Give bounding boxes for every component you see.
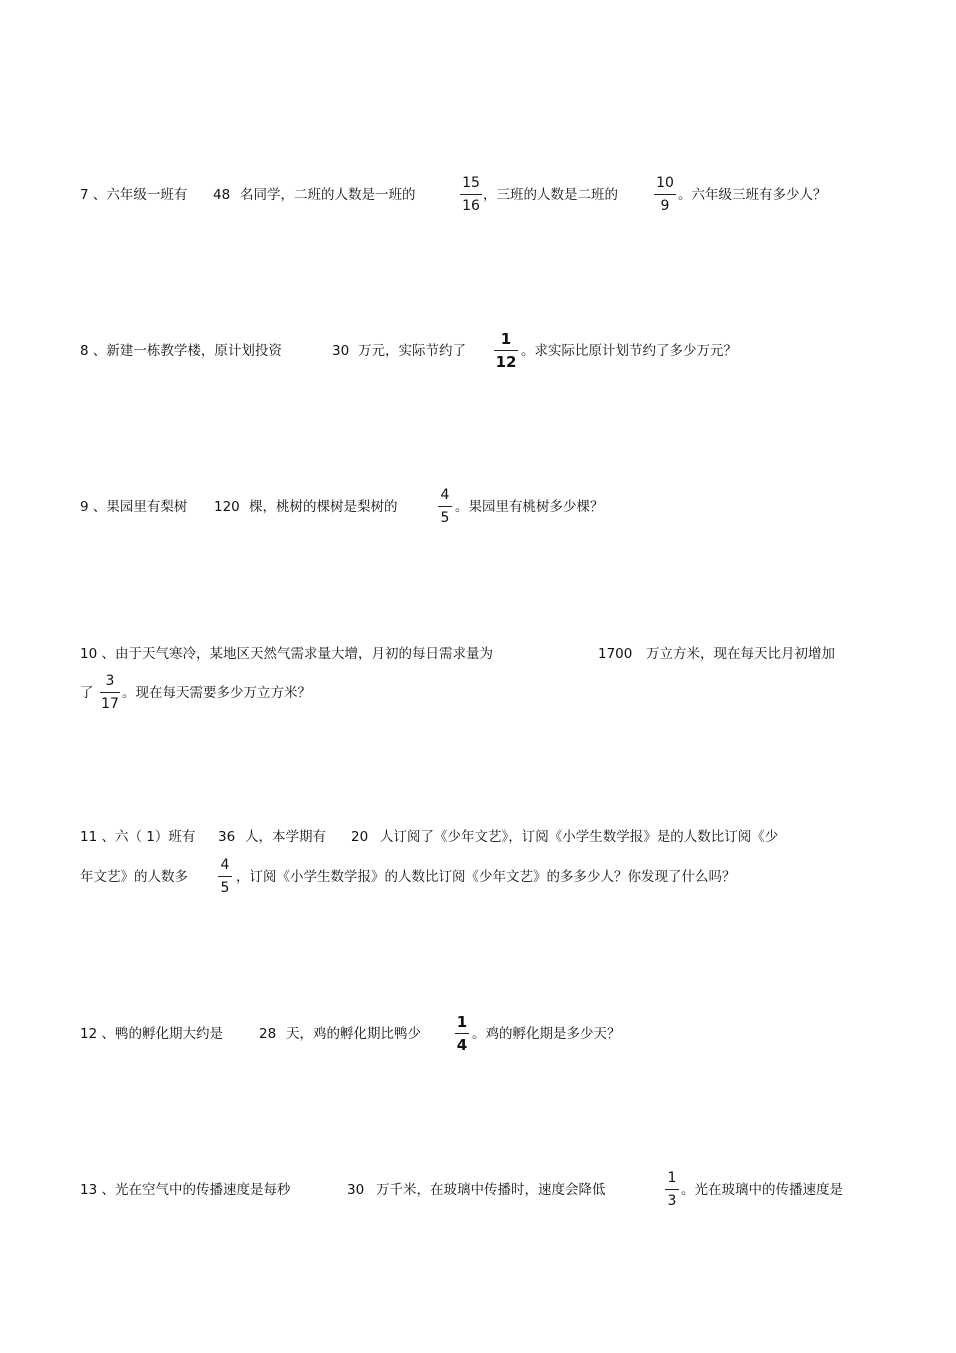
p12-text-d: 。鸡的孵化期是多少天？: [472, 1026, 621, 1042]
p11-text-c: 人，本学期有: [245, 829, 326, 845]
p7-fraction-1-denominator: 16: [462, 198, 480, 214]
p11-text-f: 年文艺》的人数多: [80, 869, 188, 885]
p10-number: 1700: [598, 646, 633, 662]
p13-fraction-denominator: 3: [667, 1193, 677, 1209]
p7-text-a: 7 、六年级一班有: [80, 187, 188, 203]
p13-text-d: 。光在玻璃中的传播速度是: [681, 1182, 843, 1198]
p11-number-1: 36: [218, 829, 236, 845]
p7-fraction-2: [652, 175, 678, 214]
p11-text-g: ，订阅《小学生数学报》的人数比订阅《少年文艺》的多多少人？你发现了什么吗？: [236, 869, 736, 885]
p13-text-a: 13 、光在空气中的传播速度是每秒: [80, 1182, 291, 1198]
p8-fraction-denominator: 12: [495, 353, 517, 371]
p8-fraction-numerator: 1: [500, 330, 512, 348]
p7-number: 48: [213, 187, 231, 203]
p11-number-2: 20: [351, 829, 369, 845]
p9-number: 120: [214, 499, 240, 515]
p12-number: 28: [259, 1026, 277, 1042]
p7-text-c: 名同学，二班的人数是一班的: [240, 187, 416, 203]
p9-text-c: 棵，桃树的棵树是梨树的: [249, 499, 398, 515]
p13-number: 30: [347, 1182, 365, 1198]
p13-fraction: [663, 1170, 681, 1209]
p7-text-e: 。六年级三班有多少人？: [678, 187, 827, 203]
p9-text-d: 。果园里有桃树多少棵？: [455, 499, 604, 515]
p10-text-e: 了: [80, 685, 94, 701]
p8-text-c: 万元，实际节约了: [358, 343, 466, 359]
p7-fraction-2-denominator: 9: [660, 198, 670, 214]
p10-fraction: [98, 673, 122, 712]
p7-text-d: ，三班的人数是二班的: [483, 187, 618, 203]
p7-fraction-1: [458, 175, 484, 214]
p9-fraction-denominator: 5: [440, 510, 450, 526]
p10-text-c: 万立方米，现在每天比月初增加: [646, 646, 835, 662]
p13-text-c: 万千米，在玻璃中传播时，速度会降低: [376, 1182, 606, 1198]
p11-text-a: 11 、六（ 1）班有: [80, 829, 196, 845]
p13-fraction-numerator: 1: [667, 1170, 677, 1186]
p7-fraction-2-numerator: 10: [656, 175, 674, 191]
p12-fraction-numerator: 1: [456, 1013, 468, 1031]
p10-text-f: 。现在每天需要多少万立方米？: [122, 685, 311, 701]
p8-text-d: 。求实际比原计划节约了多少万元？: [521, 343, 737, 359]
p10-fraction-numerator: 3: [105, 673, 115, 689]
p8-number: 30: [332, 343, 350, 359]
p12-text-c: 天，鸡的孵化期比鸭少: [286, 1026, 421, 1042]
p10-text-a: 10 、由于天气寒冷，某地区天然气需求量大增，月初的每日需求量为: [80, 646, 493, 662]
p11-fraction-numerator: 4: [220, 857, 230, 873]
p11-fraction-denominator: 5: [220, 880, 230, 896]
p10-fraction-denominator: 17: [101, 696, 119, 712]
p12-fraction-denominator: 4: [456, 1036, 468, 1054]
p12-fraction: [452, 1014, 472, 1053]
p11-fraction: [216, 857, 234, 896]
p9-fraction-numerator: 4: [440, 487, 450, 503]
p9-text-a: 9 、果园里有梨树: [80, 499, 188, 515]
p11-text-e: 人订阅了《少年文艺》，订阅《小学生数学报》是的人数比订阅《少: [380, 829, 779, 845]
p12-text-a: 12 、鸭的孵化期大约是: [80, 1026, 223, 1042]
p8-fraction: [492, 331, 520, 370]
p7-fraction-1-numerator: 15: [462, 175, 480, 191]
p9-fraction: [436, 487, 454, 526]
p8-text-a: 8 、新建一栋教学楼，原计划投资: [80, 343, 282, 359]
